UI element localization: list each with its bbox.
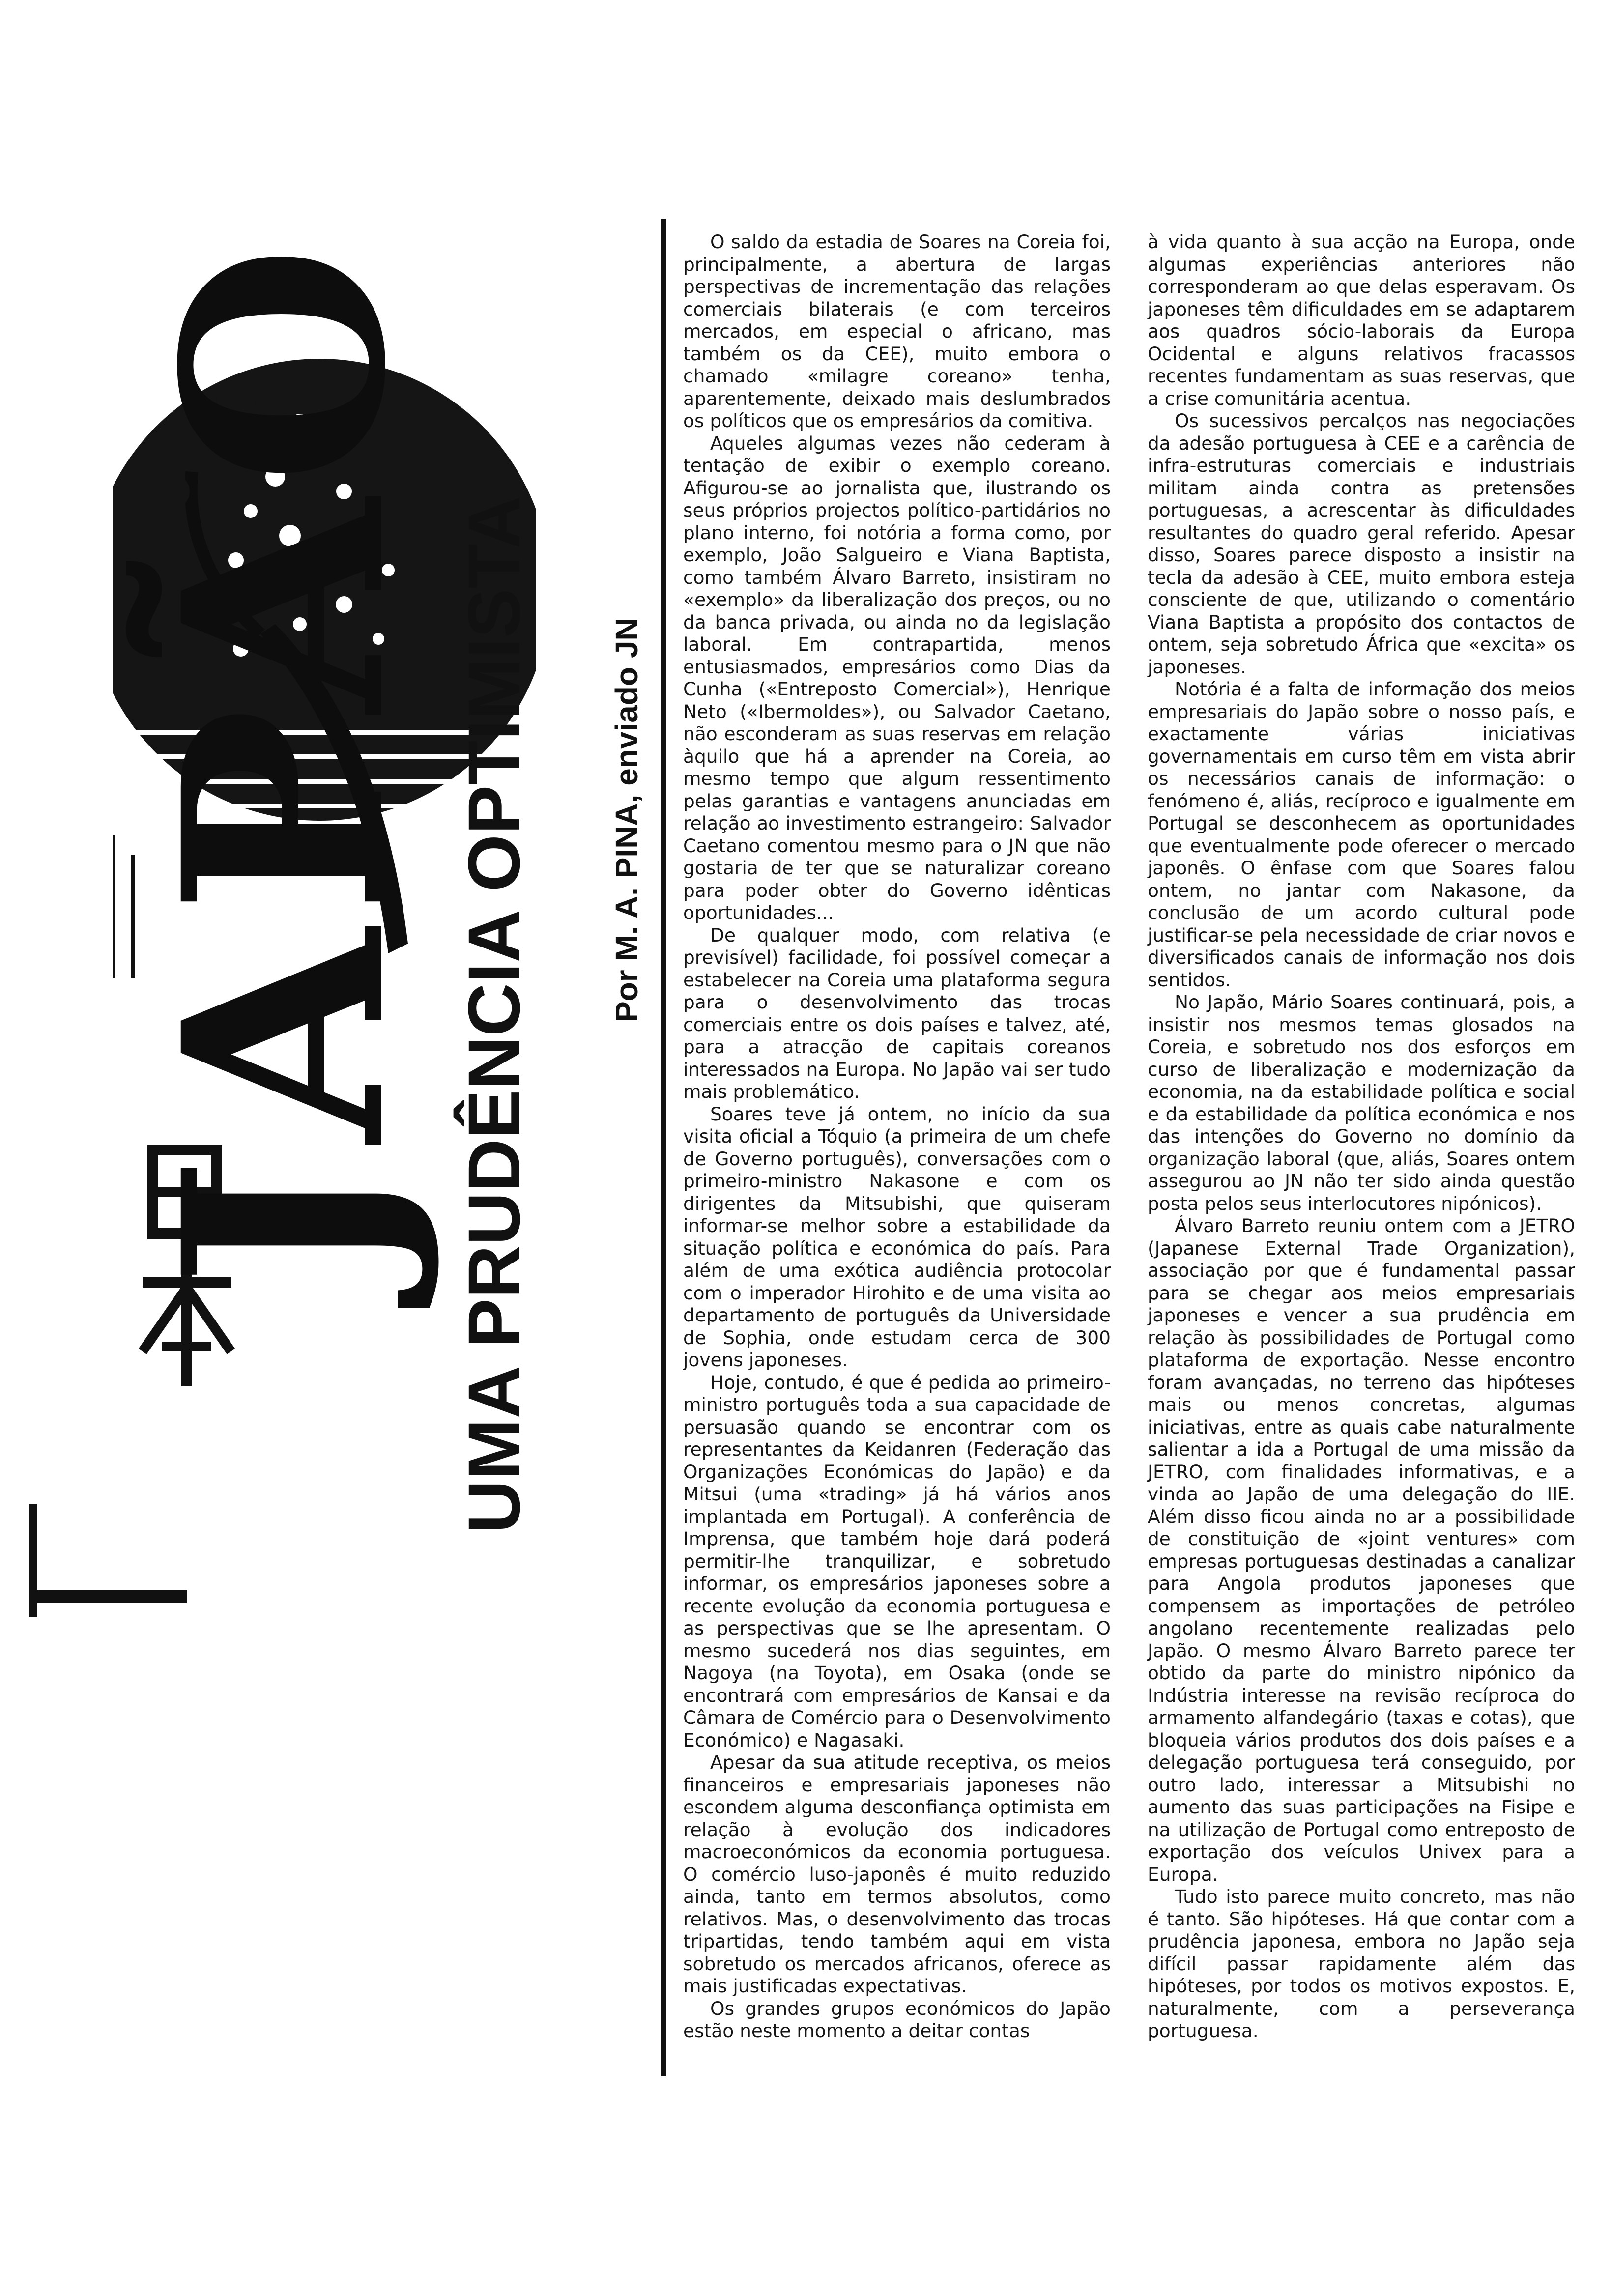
paragraph: Hoje, contudo, é que é pedida ao primeiro-ministro português toda a sua capacidade de persuasão quando se encontrar com os representantes da Keidanren (Federação das Organizações Económicas do Japão) e da Mitsui (uma «trading» já há vários anos implantada em Portugal). A conferência de Imprensa, que também hoje dará poderá permitir-lhe tranquilizar, e sobretudo informar, os empresários japoneses sobre a recente evolução da economia portuguesa e as perspectivas que se lhe apresentam. O mesmo sucederá nos dias seguintes, em Nagoya (na Toyota), em Osaka (onde se encontrará com empresários de Kansai e da Câmara de Comércio para o Desenvolvimento Económico) e Nagasaki. — [683, 1371, 1111, 1751]
article-column-2 — [1148, 231, 1575, 2042]
column-divider — [661, 219, 666, 2076]
paragraph: Apesar da sua atitude receptiva, os meios financeiros e empresariais japoneses não escondem alguma desconfiança optimista em relação à evolução dos indicadores macroeconómicos da economia portuguesa. O comércio luso-japonês é muito reduzido ainda, tanto em termos absolutos, como relativos. Mas, o desenvolvimento das trocas tripartidas, tendo também aqui em vista sobretudo os mercados africanos, oferece as mais justificadas expectativas. — [683, 1751, 1111, 1997]
paragraph: No Japão, Mário Soares continuará, pois, a insistir nos mesmos temas glosados na Coreia, e sobretudo nos dos esforços em curso de liberalização e modernização da economia, na da estabilidade política e social e da estabilidade da política económica e nos das intenções do Governo no domínio da organização laboral (que, aliás, Soares ontem assegurou ao JN não ter sido ainda questão posta pelos seus interlocutores nipónicos). — [1148, 991, 1575, 1214]
paragraph: Notória é a falta de informação dos meios empresariais do Japão sobre o nosso país, e exactamente várias iniciativas governamentais em curso têm em vista abrir os necessários canais de informação: o fenómeno é, aliás, recíproco e igualmente em Portugal se desconhecem as oportunidades que eventualmente pode oferecer o mercado japonês. O ênfase com que Soares falou ontem, no jantar com Nakasone, da conclusão de um acordo cultural pode justificar-se pela necessidade de criar novos e diversificados canais de informação nos dois sentidos. — [1148, 678, 1575, 991]
bottom-left-mark — [29, 1590, 187, 1603]
headline: UMA PRUDÊNCIA OPTIMISTA — [453, 495, 535, 1533]
paragraph: à vida quanto à sua acção na Europa, onde algumas experiências anteriores não corresponderam ao que delas esperavam. Os japoneses têm dificuldades em se adaptarem aos quadros sócio-laborais da Europa Ocidental e alguns relativos fracassos recentes fundamentam as suas reservas, que a crise comunitária acentua. — [1148, 231, 1575, 409]
left-edge-mark — [29, 1504, 37, 1617]
paragraph: Aqueles algumas vezes não cederam à tentação de exibir o exemplo coreano. Afigurou-se ao jornalista que, ilustrando os seus próprios projectos político-partidários no plano interno, foi notória a forma como, por exemplo, João Salgueiro e Viana Baptista, como também Álvaro Barreto, insistiram no «exemplo» da liberalização dos preços, ou no da banca privada, ou ainda no da legislação laboral. Em contrapartida, menos entusiasmados, empresários como Dias da Cunha («Entreposto Comercial»), Henrique Neto («Ibermoldes»), ou Salvador Caetano, não esconderam as suas reservas em relação àquilo que há a aprender na Coreia, ao mesmo tempo que algum ressentimento pelas garantias e vantagens anunciadas em relação ao investimento estrangeiro: Salvador Caetano comentou mesmo para o JN que não gostaria de ter que se naturalizar coreano para poder obter do Governo idênticas oportunidades... — [683, 432, 1111, 923]
paragraph: De qualquer modo, com relativa (e previsível) facilidade, foi possível começar a estabelecer na Coreia uma plataforma segura para o desenvolvimento das trocas comerciais entre os dois países e talvez, até, para a atracção de capitais coreanos interessados na Europa. No Japão vai ser tudo mais problemático. — [683, 924, 1111, 1102]
byline: Por M. A. PINA, enviado JN — [609, 618, 644, 1022]
paragraph: Álvaro Barreto reuniu ontem com a JETRO (Japanese External Trade Organization), associação por que é fundamental passar para se chegar aos meios empresariais japoneses e vencer a sua prudência em relação às possibilidades de Portugal como plataforma de exportação. Nesse encontro foram avançadas, no terreno das hipóteses mais ou menos concretas, algumas iniciativas, entre as quais cabe naturalmente salientar a ida a Portugal de uma missão da JETRO, com finalidades informativas, e a vinda ao Japão de uma delegação do IIE. Além disso ficou ainda no ar a possibilidade de constituição de «joint ventures» com empresas portuguesas destinadas a canalizar para Angola produtos japoneses que compensem as importações de petróleo angolano recentemente realizadas pelo Japão. O mesmo Álvaro Barreto parece ter obtido da parte do ministro nipónico da Indústria interesse na revisão recíproca do armamento alfandegário (taxas e cotas), que bloqueia vários produtos dos dois países e a delegação portuguesa terá conseguido, por outro lado, interessar a Mitsubishi no aumento das suas participações na Fisipe e na utilização de Portugal como entreposto de exportação dos veículos Univex para a Europa. — [1148, 1215, 1575, 1885]
paragraph: Os sucessivos percalços nas negociações da adesão portuguesa à CEE e a carência de infra-estruturas comerciais e industriais militam ainda contra as pretensões portuguesas, a acrescentar às dificuldades resultantes do quadro geral referido. Apesar disso, Soares parece disposto a insistir na tecla da adesão à CEE, muito embora esteja consciente de que, utilizando o comentário Viana Baptista a propósito dos contactos de ontem, seja sobretudo África que «excita» os japoneses. — [1148, 410, 1575, 678]
paragraph: Os grandes grupos económicos do Japão estão neste momento a deitar contas — [683, 1997, 1111, 2041]
paragraph: Soares teve já ontem, no início da sua visita oficial a Tóquio (a primeira de um chefe de Governo português), conversações com o primeiro-ministro Nakasone e com os dirigentes da Mitsubishi, que quiseram informar-se melhor sobre a estabilidade da situação política e económica do país. Para além de uma exótica audiência protocolar com o imperador Hirohito e de uma visita ao departamento de português da Universidade de Sophia, onde estudam cerca de 300 jovens japoneses. — [683, 1103, 1111, 1371]
paragraph: Tudo isto parece muito concreto, mas não é tanto. São hipóteses. Há que contar com a prudência japonesa, embora no Japão seja difícil passar rapidamente além das hipóteses, por todos os motivos expostos. E, naturalmente, com a perseverança portuguesa. — [1148, 1886, 1575, 2041]
article-column-1 — [683, 231, 1111, 2042]
paragraph: O saldo da estadia de Soares na Coreia foi, principalmente, a abertura de largas perspectivas de incrementação das relações comerciais bilaterais (e com terceiros mercados, em especial o africano, mas também os da CEE), muito embora o chamado «milagre coreano» tenha, aparentemente, deixado mais deslumbrados os políticos que os empresários da comitiva. — [683, 231, 1111, 431]
masthead-word: JAPÃO — [123, 230, 447, 1288]
